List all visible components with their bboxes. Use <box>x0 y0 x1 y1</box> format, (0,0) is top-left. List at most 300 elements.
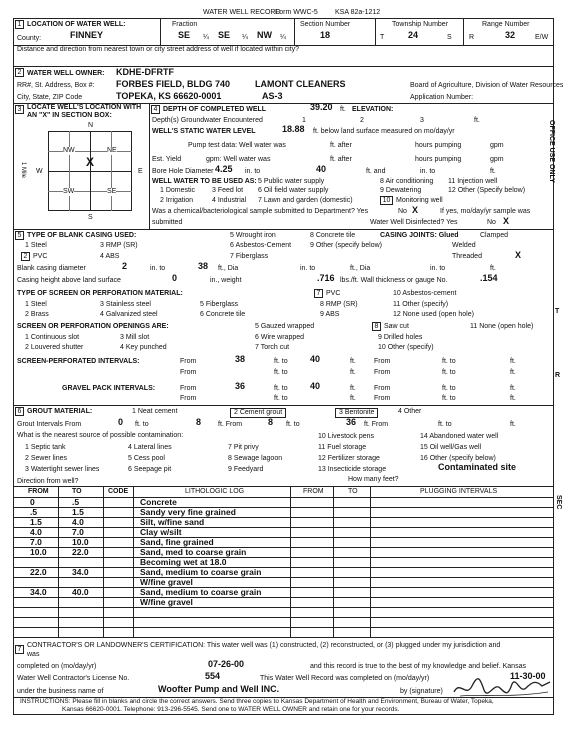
use-11: 11 Injection well <box>448 178 498 185</box>
location-label: LOCATION OF WATER WELL: <box>27 21 126 28</box>
opening-6: 6 Wire wrapped <box>255 334 305 341</box>
contam-10: 10 Livestock pens <box>318 433 375 440</box>
log-header-from: FROM <box>28 488 49 495</box>
divider <box>294 18 295 45</box>
log-to: .5 <box>72 497 80 507</box>
table-row <box>13 518 554 528</box>
form-title: WATER WELL RECORD <box>203 9 281 16</box>
use-8: 8 Air conditioning <box>380 178 434 185</box>
screen-intervals-label: SCREEN-PERFORATED INTERVALS: <box>17 358 140 365</box>
section-number-label: Section Number <box>300 21 351 28</box>
contam-2: 2 Sewer lines <box>25 455 68 462</box>
application-label: Application Number: <box>410 94 474 101</box>
contam-14: 14 Abandoned water well <box>420 433 499 440</box>
elevation-label: ELEVATION: <box>352 106 394 113</box>
grid-line <box>69 131 70 211</box>
divider <box>13 405 554 406</box>
opening-8-box: 8 <box>372 322 381 331</box>
instructions-line-1: INSTRUCTIONS: Please fill in blanks and circle the correct answers. Send three copies to Kansas Department of Health and Environment, Bureau of Water, Topeka, <box>20 698 494 705</box>
gravel-to: 40 <box>310 381 321 391</box>
compass-w: W <box>36 168 43 175</box>
direction-label: Direction from well? <box>17 478 79 485</box>
opening-7: 7 Torch cut <box>255 344 290 351</box>
gi-ft-from: ft. From <box>218 421 243 428</box>
grout-1: 1 Neat cement <box>132 408 178 415</box>
completed-label: completed on (mo/day/yr) <box>17 663 97 670</box>
grid-line <box>90 131 91 211</box>
county-label: County: <box>17 35 42 42</box>
bore-ft: ft. <box>490 168 496 175</box>
depth-label: DEPTH OF COMPLETED WELL <box>163 106 267 113</box>
diameter-label: Blank casing diameter <box>17 265 86 272</box>
pump-hours: hours pumping <box>415 142 462 149</box>
joints-clamped: Clamped <box>480 232 509 239</box>
use-10-box: 10 <box>380 196 393 205</box>
static-level-text: ft. below land surface measured on mo/day/yr <box>313 128 455 135</box>
gw-2: 2 <box>360 117 364 124</box>
chem-no-mark: X <box>412 205 419 215</box>
contam-4: 4 Lateral lines <box>128 444 172 451</box>
contam-13: 13 Insecticide storage <box>318 466 387 473</box>
log-from: 1.5 <box>30 517 42 527</box>
contam-16: 16 Other (specify below) <box>420 455 496 462</box>
compass-s: S <box>88 214 93 221</box>
table-row <box>13 598 554 608</box>
side-r: R <box>555 372 561 379</box>
sp-ft-to-3: ft. to <box>274 369 288 376</box>
log-from: 22.0 <box>30 567 47 577</box>
casing-3: 3 RMP (SR) <box>100 242 138 249</box>
casing-2-pvc: PVC <box>33 253 48 260</box>
screen-7-box: 7 <box>314 289 323 298</box>
sp-ft-to: ft. to <box>274 358 288 365</box>
grout-2: 2 Cement grout <box>230 408 286 418</box>
screen-2: 2 Brass <box>25 311 49 318</box>
gp-from-4: From <box>374 395 391 402</box>
threaded-mark: X <box>515 250 522 260</box>
opening-5: 5 Gauzed wrapped <box>255 323 315 330</box>
mile-label: 1 Mile <box>20 162 26 179</box>
gw-1: 1 <box>302 117 306 124</box>
locate-label-2: AN "X" IN SECTION BOX: <box>27 112 112 119</box>
log-lithology: Sand, medium to coarse grain <box>140 587 262 597</box>
grout-4: 4 Other <box>398 408 422 415</box>
grout-intervals-label: Grout Intervals From <box>17 421 82 428</box>
pump-test-label: Pump test data: Well water was <box>188 142 286 149</box>
gp-ft-4: ft. <box>510 395 516 402</box>
table-row <box>13 498 554 508</box>
log-lithology: Sand, med to coarse grain <box>140 547 247 557</box>
location-x-mark: X <box>86 155 95 169</box>
gp-from-3: From <box>180 395 197 402</box>
casing-9: 9 Other (specify below) <box>310 242 382 249</box>
use-7: 7 Lawn and garden (domestic) <box>258 197 353 204</box>
form-number: Form WWC-5 <box>275 9 318 16</box>
contam-15: 15 Oil well/Gas well <box>420 444 482 451</box>
owner-company: LAMONT CLEANERS <box>255 79 346 89</box>
casing-8: 8 Concrete tile <box>310 232 356 239</box>
sp-ft-to-4: ft. to <box>442 369 456 376</box>
log-from: .5 <box>30 507 38 517</box>
log-lithology: Concrete <box>140 497 177 507</box>
casing-2-box: 2 <box>21 252 30 261</box>
grout-label: GROUT MATERIAL: <box>27 408 93 415</box>
log-to: 34.0 <box>72 567 89 577</box>
log-to: 22.0 <box>72 547 89 557</box>
gp-from-label: From <box>180 385 197 392</box>
divider <box>13 637 554 638</box>
contam-8: 8 Sewage lagoon <box>228 455 283 462</box>
diameter-in-to: in. to <box>150 265 166 272</box>
log-lithology: Silt, w/fine sand <box>140 517 205 527</box>
table-row <box>13 608 554 618</box>
log-to: 40.0 <box>72 587 89 597</box>
owner-name: KDHE-DFRTF <box>116 67 174 77</box>
table-row <box>13 588 554 598</box>
chem-sample-label: Was a chemical/bacteriological sample submitted to Department? Yes <box>152 208 369 215</box>
ksa-ref: KSA 82a-1212 <box>335 9 381 16</box>
side-sec: SEC <box>555 495 562 510</box>
gp-from-2: From <box>374 385 391 392</box>
table-row <box>13 508 554 518</box>
log-header-lithologic: LITHOLOGIC LOG <box>185 488 245 495</box>
screen-5: 5 Fiberglass <box>200 301 239 308</box>
contam-11: 11 Fuel storage <box>318 444 367 451</box>
log-from: 4.0 <box>30 527 42 537</box>
screen-label: TYPE OF SCREEN OR PERFORATION MATERIAL: <box>17 290 183 297</box>
screen-12: 12 None used (open hole) <box>393 311 474 318</box>
grout-3: 3 Bentonite <box>335 408 378 418</box>
groundwater-label: Depth(s) Groundwater Encountered <box>152 117 263 124</box>
log-to: 4.0 <box>72 517 84 527</box>
log-lithology: Sand, medium to coarse grain <box>140 567 262 577</box>
address-label: RR#, St. Address, Box #: <box>17 82 95 89</box>
use-label: WELL WATER TO BE USED AS: <box>152 178 257 185</box>
gp-ft-to: ft. to <box>274 385 288 392</box>
quadrant-nw: NW <box>63 147 75 154</box>
section-1-number: 1 <box>15 20 24 29</box>
divider <box>13 486 554 487</box>
lbs-wall-label: lbs./ft. Wall thickness or gauge No. <box>340 277 448 284</box>
screen-1: 1 Steel <box>25 301 47 308</box>
sp-from-label: From <box>180 358 197 365</box>
use-10: Monitoring well <box>396 197 443 204</box>
contam-6: 6 Seepage pit <box>128 466 172 473</box>
table-row <box>13 538 554 548</box>
grout-from-2: 8 <box>268 417 274 427</box>
contam-3: 3 Watertight sewer lines <box>25 466 100 473</box>
fraction-label: Fraction <box>172 21 198 28</box>
range-r: R <box>469 34 475 41</box>
casing-1: 1 Steel <box>25 242 47 249</box>
township-label: Township Number <box>392 21 449 28</box>
wall-gauge: .154 <box>480 273 498 283</box>
diameter-ft: ft. <box>490 265 496 272</box>
section-5-number: 5 <box>15 231 24 240</box>
gi-ft-to-3: ft. to <box>438 421 452 428</box>
divider <box>13 66 554 67</box>
gravel-label: GRAVEL PACK INTERVALS: <box>62 385 156 392</box>
log-header-code: CODE <box>108 488 129 495</box>
fraction-3: NW <box>257 30 272 40</box>
log-lithology: W/fine gravel <box>140 597 193 607</box>
range-ew: E/W <box>535 34 549 41</box>
diameter-ft-dia: ft., Dia <box>218 265 239 272</box>
joints-threaded: Threaded <box>452 253 482 260</box>
sp-ft-4: ft. <box>510 369 516 376</box>
log-lithology: Becoming wet at 18.0 <box>140 557 227 567</box>
sp-from-2: From <box>374 358 391 365</box>
chem-ifyes: If yes, mo/day/yr sample was <box>440 208 531 215</box>
casing-weight: .716 <box>317 273 335 283</box>
contamination-other: Contaminated site <box>438 462 517 472</box>
divider <box>149 103 150 229</box>
contam-12: 12 Fertilizer storage <box>318 455 380 462</box>
log-header-to-2: TO <box>348 488 358 495</box>
joints-label: CASING JOINTS: Glued <box>380 232 459 239</box>
use-4: 4 Industrial <box>212 197 247 204</box>
table-row <box>13 578 554 588</box>
divider <box>160 18 161 45</box>
owner-city: TOPEKA, KS 66620-0001 <box>116 91 222 101</box>
log-to: 1.5 <box>72 507 84 517</box>
bore-in-to: in. to <box>245 168 261 175</box>
gp-ft-to-4: ft. to <box>442 395 456 402</box>
owner-as: AS-3 <box>262 91 283 101</box>
fraction-1: SE <box>178 30 191 40</box>
casing-6: 6 Asbestos-Cement <box>230 242 292 249</box>
record-completed-label: This Water Well Record was completed on (mo/day/yr) <box>260 675 430 682</box>
quarter-3: ¼ <box>280 34 286 41</box>
sp-ft: ft. <box>350 358 356 365</box>
diameter-ft-dia-2: ft., Dia <box>350 265 371 272</box>
log-lithology: Clay w/silt <box>140 527 182 537</box>
opening-10: 10 Other (specify) <box>378 344 434 351</box>
openings-label: SCREEN OR PERFORATION OPENINGS ARE: <box>17 323 169 330</box>
quadrant-ne: NE <box>107 147 117 154</box>
use-12: 12 Other (Specify below) <box>448 187 526 194</box>
quarter-1: ¼ <box>203 34 209 41</box>
opening-1: 1 Continuous slot <box>25 334 80 341</box>
grout-from-1: 0 <box>118 417 124 427</box>
quarter-2: ¼ <box>242 34 248 41</box>
gravel-from: 36 <box>235 381 246 391</box>
pump-gpm: gpm <box>490 142 504 149</box>
log-to: 10.0 <box>72 537 89 547</box>
log-to: 7.0 <box>72 527 84 537</box>
use-3: 3 Feed lot <box>212 187 244 194</box>
log-from: 10.0 <box>30 547 47 557</box>
height-weight: in., weight <box>210 277 242 284</box>
height-label: Casing height above land surface <box>17 277 121 284</box>
locate-label-1: LOCATE WELL'S LOCATION WITH <box>27 104 142 111</box>
contamination-label: What is the nearest source of possible contamination: <box>17 432 184 439</box>
side-t: T <box>555 308 560 315</box>
section-7-number: 7 <box>15 645 24 654</box>
completed-date: 07-26-00 <box>208 659 245 669</box>
log-header-from-2: FROM <box>303 488 324 495</box>
screen-from: 38 <box>235 354 246 364</box>
section-2-number: 2 <box>15 68 24 77</box>
sp-from-3: From <box>180 369 197 376</box>
township-s: S <box>447 34 452 41</box>
screen-8: 8 RMP (SR) <box>320 301 358 308</box>
depth-ft: ft. <box>340 106 346 113</box>
casing-label: TYPE OF BLANK CASING USED: <box>27 232 137 239</box>
screen-4: 4 Galvanized steel <box>100 311 158 318</box>
screen-3: 3 Stainless steel <box>100 301 151 308</box>
yield-gpm: gpm: Well water was <box>206 156 271 163</box>
log-from: 7.0 <box>30 537 42 547</box>
casing-5: 5 Wrought iron <box>230 232 276 239</box>
board-label: Board of Agriculture, Division of Water Resources <box>410 82 564 89</box>
use-5: 5 Public water supply <box>258 178 325 185</box>
log-lithology: Sandy very fine grained <box>140 507 236 517</box>
grout-to-1: 8 <box>196 417 202 427</box>
divider <box>375 18 376 45</box>
gi-ft-to-2: ft. to <box>286 421 300 428</box>
gp-ft-2: ft. <box>510 385 516 392</box>
table-row <box>13 618 554 628</box>
log-header-plugging: PLUGGING INTERVALS <box>420 488 498 495</box>
gp-ft-to-2: ft. to <box>442 385 456 392</box>
screen-6: 6 Concrete tile <box>200 311 246 318</box>
opening-4: 4 Key punched <box>120 344 167 351</box>
city-label: City, State, ZIP Code <box>17 94 83 101</box>
how-many-feet: How many feet? <box>348 476 399 483</box>
certification-was: was <box>27 651 40 658</box>
log-from: 0 <box>30 497 35 507</box>
use-2: 2 Irrigation <box>160 197 194 204</box>
disinfected-label: Water Well Disinfected? Yes <box>370 219 458 226</box>
log-header-to: TO <box>72 488 82 495</box>
contam-1: 1 Septic tank <box>25 444 66 451</box>
yield-label: Est. Yield <box>152 156 182 163</box>
township-value: 24 <box>408 30 419 40</box>
table-row <box>13 528 554 538</box>
township-t: T <box>380 34 385 41</box>
gw-3: 3 <box>420 117 424 124</box>
section-3-number: 3 <box>15 105 24 114</box>
true-text: and this record is true to the best of my knowledge and belief. Kansas <box>310 663 526 670</box>
distance-label: Distance and direction from nearest town or city street address of well if located within city? <box>17 46 300 53</box>
range-label: Range Number <box>482 21 530 28</box>
log-lithology: Sand, fine grained <box>140 537 214 547</box>
yield-hours: hours pumping <box>415 156 462 163</box>
business-label: under the business name of <box>17 688 104 695</box>
gp-ft-3: ft. <box>350 395 356 402</box>
license-number: 554 <box>205 671 221 681</box>
bore-depth: 40 <box>316 164 327 174</box>
divider <box>463 18 464 45</box>
table-row <box>13 568 554 578</box>
quadrant-sw: SW <box>63 188 75 195</box>
fraction-2: SE <box>218 30 231 40</box>
use-9: 9 Dewatering <box>380 187 422 194</box>
certification-text: CONTRACTOR'S OR LANDOWNER'S CERTIFICATION: This water well was (1) constructed, (2) reconstructed, or (3) plugged under my jurisdiction and <box>27 642 501 649</box>
contam-7: 7 Pit privy <box>228 444 259 451</box>
section-number-value: 18 <box>320 30 331 40</box>
grout-to-2: 36 <box>346 417 357 427</box>
gi-ft: ft. <box>510 421 516 428</box>
casing-height: 0 <box>172 273 178 283</box>
screen-7-pvc: PVC <box>326 290 341 297</box>
section-4-number: 4 <box>151 105 160 114</box>
diameter-in-to-3: in. to <box>430 265 446 272</box>
compass-n: N <box>88 122 94 129</box>
screen-9: 9 ABS <box>320 311 340 318</box>
joints-welded: Welded <box>452 242 476 249</box>
table-row <box>13 558 554 568</box>
yield-gpm-2: gpm <box>490 156 504 163</box>
gp-ft-to-3: ft. to <box>274 395 288 402</box>
submitted-label: submitted <box>152 219 183 226</box>
screen-11: 11 Other (specify) <box>393 301 449 308</box>
instructions-line-2: Kansas 66620-0001. Telephone: 913-296-5545. Send one to WATER WELL OWNER and retain one for your records. <box>62 706 400 713</box>
bore-in-to-2: in. to <box>420 168 436 175</box>
log-lithology: W/fine gravel <box>140 577 193 587</box>
static-level-label: WELL'S STATIC WATER LEVEL <box>152 128 256 135</box>
static-level-value: 18.88 <box>282 124 305 134</box>
gp-ft: ft. <box>350 385 356 392</box>
license-label: Water Well Contractor's License No. <box>17 675 130 682</box>
yield-after: ft. after <box>330 156 352 163</box>
opening-9: 9 Drilled holes <box>378 334 423 341</box>
pump-after: ft. after <box>330 142 352 149</box>
opening-11: 11 None (open hole) <box>470 323 534 330</box>
gi-ft-to: ft. to <box>135 421 149 428</box>
quadrant-se: SE <box>107 188 117 195</box>
opening-2: 2 Louvered shutter <box>25 344 84 351</box>
casing-4: 4 ABS <box>100 253 120 260</box>
business-name: Woofter Pump and Well INC. <box>158 684 280 694</box>
section-6-number: 6 <box>15 407 24 416</box>
sp-ft-to-2: ft. to <box>442 358 456 365</box>
screen-10: 10 Asbestos-cement <box>393 290 457 297</box>
bore-ft-and: ft. and <box>366 168 386 175</box>
opening-3: 3 Mill slot <box>120 334 150 341</box>
contam-9: 9 Feedyard <box>228 466 264 473</box>
record-date: 11-30-00 <box>510 671 546 681</box>
casing-7: 7 Fiberglass <box>230 253 269 260</box>
disinfected-no-mark: X <box>503 216 510 226</box>
county-value: FINNEY <box>70 30 104 40</box>
use-6: 6 Oil field water supply <box>258 187 329 194</box>
compass-e: E <box>138 168 143 175</box>
bore-diameter: 4.25 <box>215 164 233 174</box>
casing-to-depth: 38 <box>198 261 209 271</box>
gi-ft-from-2: ft. From <box>364 421 389 428</box>
owner-address: FORBES FIELD, BLDG 740 <box>116 79 231 89</box>
diameter-in-to-2: in. to <box>300 265 316 272</box>
use-1: 1 Domestic <box>160 187 196 194</box>
owner-label: WATER WELL OWNER: <box>27 70 105 77</box>
table-row <box>13 548 554 558</box>
grid-line <box>111 131 112 211</box>
casing-diameter: 2 <box>122 261 128 271</box>
disinfected-no: No <box>487 219 496 226</box>
gw-ft: ft. <box>474 117 480 124</box>
divider <box>13 229 554 230</box>
bore-label: Bore Hole Diameter <box>152 168 214 175</box>
depth-value: 39.20 <box>310 102 333 112</box>
by-signature-label: by (signature) <box>400 688 443 695</box>
opening-8: Saw cut <box>384 323 409 330</box>
range-value: 32 <box>505 30 516 40</box>
chem-no: No <box>398 208 407 215</box>
sp-ft-2: ft. <box>510 358 516 365</box>
screen-to: 40 <box>310 354 321 364</box>
